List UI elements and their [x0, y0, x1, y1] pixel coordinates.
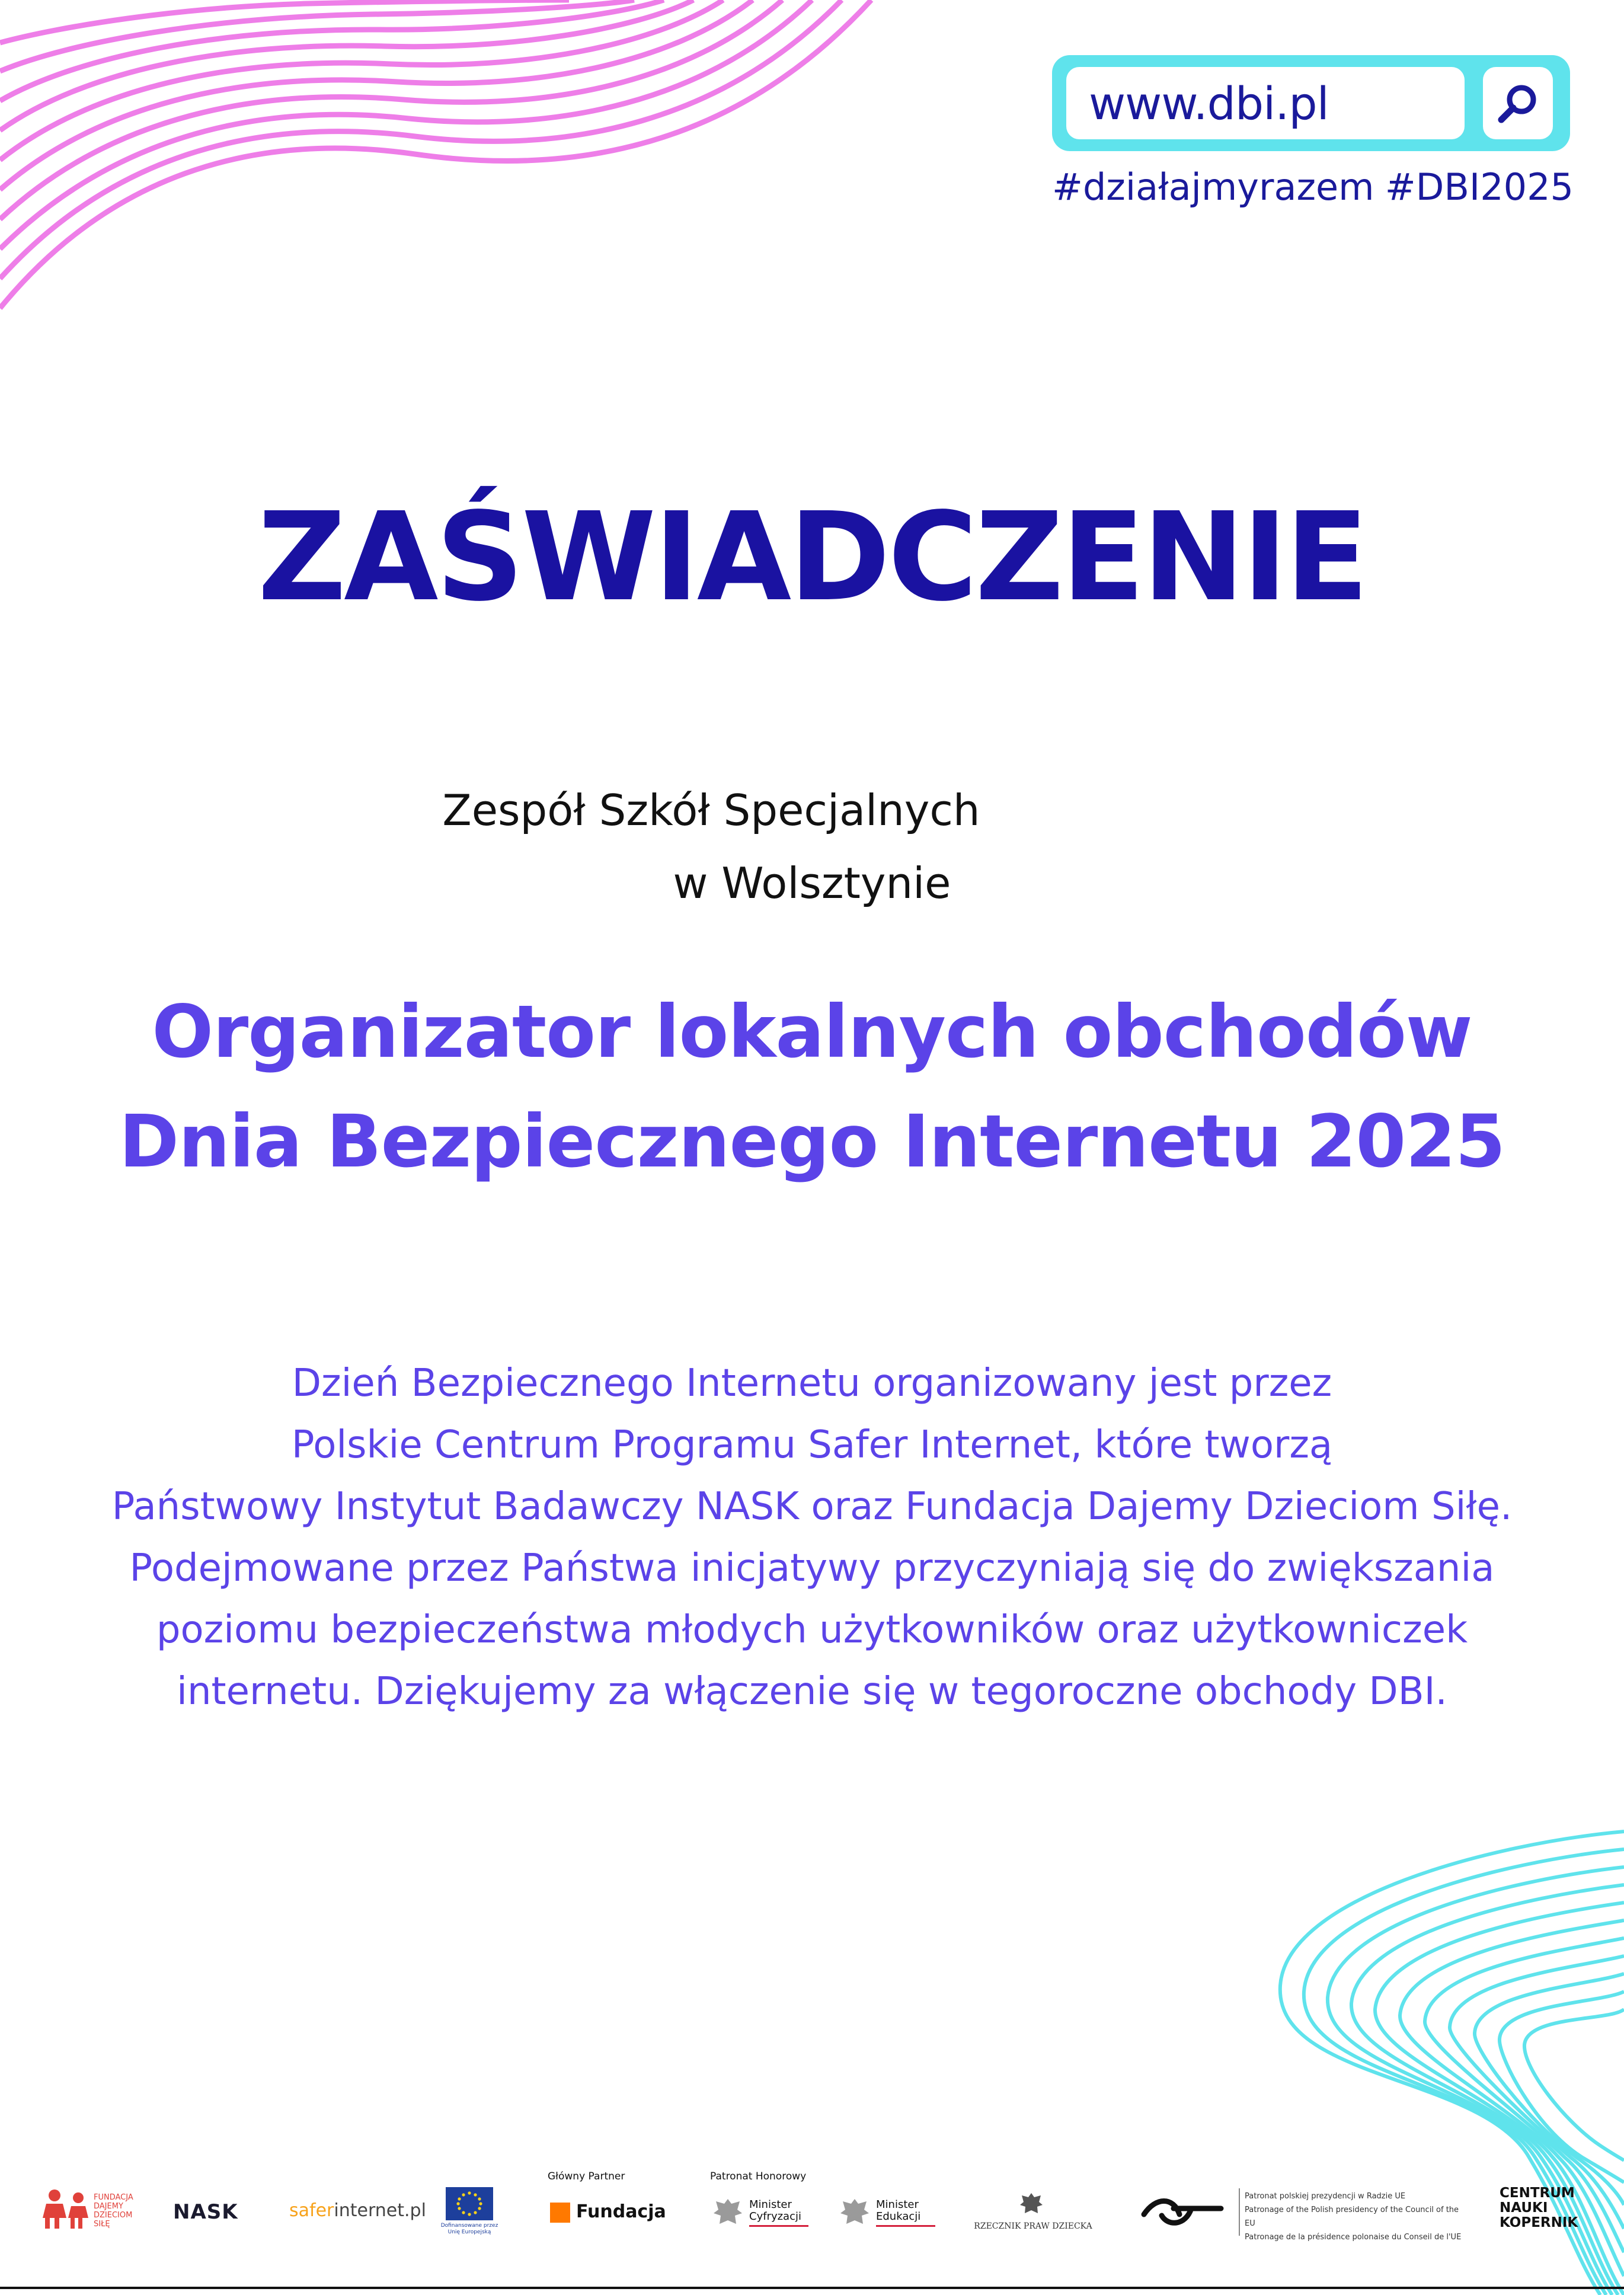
saferinternet-suffix: internet.pl: [334, 2200, 426, 2221]
presidency-line-fr: Patronage de la présidence polonaise du Conseil de l'UE: [1245, 2233, 1462, 2242]
search-url-text: www.dbi.pl: [1089, 76, 1329, 130]
certificate-title: ZAŚWIADCZENIE: [257, 486, 1367, 628]
recipient-name: Zespół Szkół Specjalnych: [442, 785, 980, 835]
description-line: Dzień Bezpiecznego Internetu organizowany jest przez: [292, 1361, 1332, 1405]
search-field: [1066, 67, 1465, 139]
cnk-line-2: NAUKI: [1500, 2200, 1548, 2216]
fdds-children-icon: [41, 2188, 95, 2230]
recipient-location: w Wolsztynie: [673, 858, 951, 908]
bottom-rule: [0, 2287, 1624, 2289]
saferinternet-prefix: safer: [289, 2200, 334, 2221]
hashtag-dzialajmyrazem: #działajmyrazem: [1052, 165, 1374, 209]
eu-flag-icon: [446, 2187, 493, 2220]
main-partner-heading: Główny Partner: [548, 2171, 625, 2182]
polish-presidency-logo-icon: [1138, 2191, 1227, 2231]
pink-wave-decoration: [0, 0, 889, 320]
description-line: Państwowy Instytut Badawczy NASK oraz Fundacja Dajemy Dzieciom Siłę.: [111, 1485, 1513, 1529]
magnifier-icon: [1495, 81, 1540, 126]
hashtags: [1052, 160, 1574, 213]
presidency-line-en: Patronage of the Polish presidency of the Council of the EU: [1245, 2205, 1459, 2228]
description-line: Polskie Centrum Programu Safer Internet, które tworzą: [291, 1423, 1333, 1467]
cnk-line-1: CENTRUM: [1500, 2185, 1575, 2201]
presidency-line-pl: Patronat polskiej prezydencji w Radzie UE: [1245, 2192, 1406, 2201]
presidency-text: [1245, 2189, 1470, 2244]
fdds-logo-text: FUNDACJA DAJEMY DZIECIOM SIŁĘ: [94, 2193, 133, 2229]
hashtag-dbi2025: #DBI2025: [1385, 165, 1574, 209]
role-line-1: Organizator lokalnych obchodów: [152, 990, 1472, 1074]
saferinternet-logo: [289, 2200, 426, 2221]
main-partner-name: Fundacja: [576, 2201, 666, 2222]
nask-logo: NASK: [173, 2200, 238, 2224]
rpd-eagle-icon: [1018, 2191, 1044, 2217]
sponsor-logos: [0, 2157, 1624, 2252]
description-line: Podejmowane przez Państwa inicjatywy przyczyniają się do zwiększania: [129, 1546, 1495, 1590]
search-button: [1483, 67, 1553, 139]
eu-caption: Dofinansowane przez Unię Europejską: [440, 2223, 498, 2235]
honorary-patronage-heading: Patronat Honorowy: [710, 2171, 807, 2182]
description-line: poziomu bezpieczeństwa młodych użytkowników oraz użytkowniczek: [156, 1608, 1468, 1652]
polish-eagle-icon: [838, 2195, 871, 2231]
role-line-2: Dnia Bezpiecznego Internetu 2025: [119, 1099, 1505, 1184]
description-line: internetu. Dziękujemy za włączenie się w tegoroczne obchody DBI.: [177, 1670, 1447, 1714]
rpd-label: RZECZNIK PRAW DZIECKA: [974, 2222, 1092, 2231]
presidency-divider: [1239, 2188, 1240, 2236]
minister-edukacji-label: Minister Edukacji: [876, 2199, 935, 2227]
cnk-line-3: KOPERNIK: [1500, 2215, 1578, 2230]
polish-eagle-icon: [711, 2195, 744, 2231]
minister-cyfryzacji-label: Minister Cyfryzacji: [749, 2199, 808, 2227]
centrum-nauki-kopernik-logo: [1500, 2186, 1578, 2230]
orange-square-icon: [550, 2203, 570, 2223]
